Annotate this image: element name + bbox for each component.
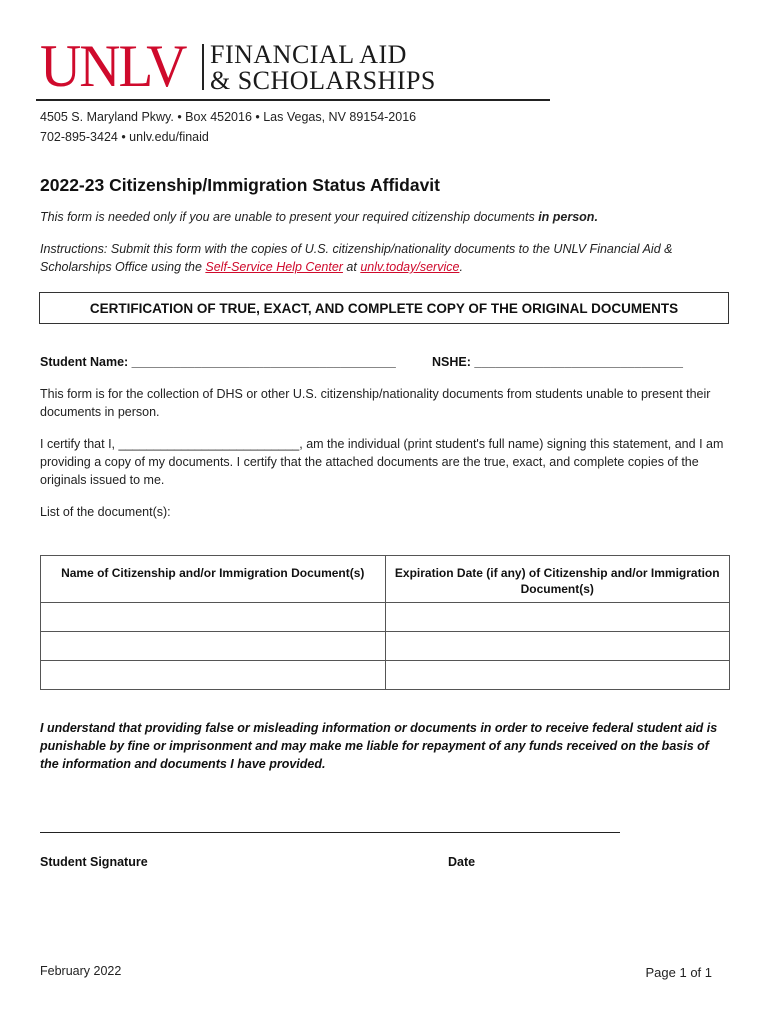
- self-service-help-center-link[interactable]: Self-Service Help Center: [205, 260, 343, 274]
- table-row: [41, 603, 730, 632]
- student-signature-label: Student Signature: [40, 855, 148, 869]
- documents-list-label: List of the document(s):: [40, 505, 171, 519]
- address-line: 4505 S. Maryland Pkwy. • Box 452016 • Las Vegas, NV 89154-2016: [40, 110, 417, 124]
- instructions-mid: at: [342, 260, 361, 274]
- unlv-logo: [40, 33, 560, 99]
- date-label: Date: [448, 855, 476, 869]
- expiration-date-cell[interactable]: [385, 632, 730, 661]
- instructions-suffix: .: [459, 260, 463, 274]
- expiration-date-header: Expiration Date (if any) of Citizenship and/or Immigration Document(s): [385, 556, 730, 603]
- certification-heading: CERTIFICATION OF TRUE, EXACT, AND COMPLETE COPY OF THE ORIGINAL DOCUMENTS: [39, 292, 729, 324]
- documents-table: [40, 555, 730, 690]
- purpose-paragraph: This form is for the collection of DHS or other U.S. citizenship/nationality documents from students unable to present their documents in person.: [40, 387, 711, 419]
- document-name-cell[interactable]: [41, 632, 386, 661]
- table-row: [41, 632, 730, 661]
- contact-line: 702-895-3424 • unlv.edu/finaid: [40, 130, 209, 144]
- table-row: [41, 661, 730, 690]
- nshe-field[interactable]: NSHE: ______________________________: [432, 355, 683, 369]
- service-url-link[interactable]: unlv.today/service: [360, 260, 460, 274]
- form-title: 2022-23 Citizenship/Immigration Status Affidavit: [40, 175, 440, 195]
- table-header-row: [41, 556, 730, 603]
- logo-wordmark: UNLV: [40, 33, 186, 99]
- form-note: [40, 210, 598, 224]
- expiration-date-cell[interactable]: [385, 603, 730, 632]
- document-name-cell[interactable]: [41, 603, 386, 632]
- page-number: Page 1 of 1: [645, 965, 712, 980]
- note-emphasis: in person.: [538, 210, 598, 224]
- instructions-text: Instructions: Submit this form with the copies of U.S. citizenship/nationality documents to the UNLV Financial Aid & Scholarships Office using the: [40, 242, 673, 274]
- document-name-cell[interactable]: [41, 661, 386, 690]
- logo-line-scholarships: & SCHOLARSHIPS: [210, 66, 436, 95]
- footer-date: February 2022: [40, 964, 122, 978]
- logo-divider: [202, 44, 204, 90]
- document-name-header: Name of Citizenship and/or Immigration Document(s): [41, 556, 386, 603]
- signature-line[interactable]: [40, 832, 620, 833]
- logo-line-financial-aid: FINANCIAL AID: [210, 40, 407, 69]
- expiration-date-cell[interactable]: [385, 661, 730, 690]
- penalty-warning: I understand that providing false or misleading information or documents in order to receive federal student aid is punishable by fine or imprisonment and may make me liable for repayment of any funds received on the basis of the information and documents I have provided.: [40, 721, 718, 771]
- header-rule: [36, 99, 550, 101]
- student-name-field[interactable]: Student Name: ______________________________________: [40, 355, 396, 369]
- note-text: This form is needed only if you are unable to present your required citizenship documents: [40, 210, 539, 224]
- instructions: [40, 240, 730, 276]
- certification-paragraph: I certify that I, __________________________, am the individual (print student's full name) signing this statement, and I am providing a copy of my documents. I certify that the attached documents are the true, exact, and complete copies of the originals issued to me.: [40, 437, 724, 487]
